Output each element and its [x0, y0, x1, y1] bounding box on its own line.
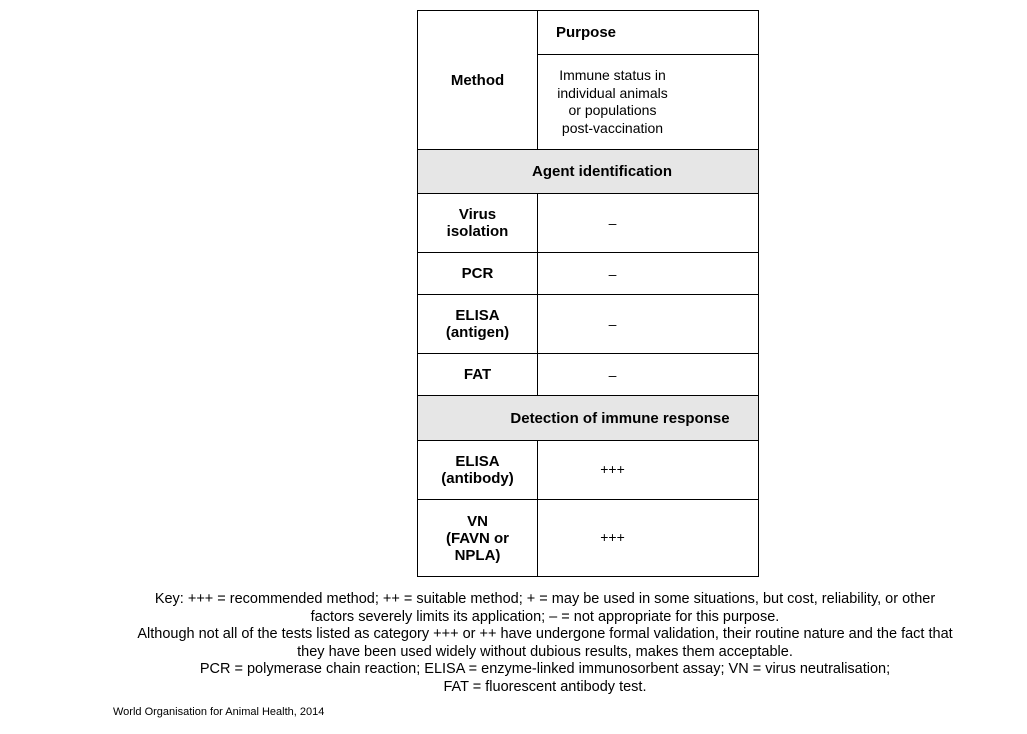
- rule: [758, 10, 759, 577]
- value-cell-elisa-antibody: +++: [600, 461, 625, 478]
- method-cell-virus-isolation: Virus isolation: [446, 206, 509, 240]
- key-line: Although not all of the tests listed as category +++ or ++ have undergone formal validation, their routine nature and the fact that: [137, 626, 953, 642]
- key-line: Key: +++ = recommended method; ++ = suitable method; + = may be used in some situations, but cost, reliability, or other: [154, 591, 936, 607]
- key-line: factors severely limits its application; – = not appropriate for this purpose.: [310, 608, 780, 625]
- key-line: FAT = fluorescent antibody test.: [443, 678, 647, 695]
- rule: [417, 576, 759, 577]
- method-cell-fat: FAT: [463, 366, 492, 383]
- method-cell-pcr: PCR: [461, 265, 494, 282]
- diagnostic-methods-table: [417, 10, 759, 577]
- method-cell-elisa-antibody: ELISA (antibody): [441, 453, 514, 487]
- value-cell-fat: –: [608, 366, 617, 383]
- method-cell-vn: VN (FAVN or NPLA): [445, 512, 510, 564]
- section-title-agent-identification: Agent identification: [532, 163, 672, 180]
- value-cell-elisa-antigen: –: [608, 316, 617, 332]
- method-cell-elisa-antigen: ELISA (antigen): [445, 307, 510, 341]
- method-header: Method: [450, 71, 505, 89]
- purpose-description: Immune status in individual animals or populations post-vaccination: [557, 67, 668, 136]
- value-cell-vn: +++: [600, 529, 625, 546]
- value-cell-pcr: –: [608, 265, 617, 282]
- key-line: PCR = polymerase chain reaction; ELISA = enzyme-linked immunosorbent assay; VN = virus neutralisation;: [199, 661, 891, 677]
- source-credit: World Organisation for Animal Health, 2014: [113, 706, 325, 718]
- table-key-notes: [100, 591, 990, 696]
- value-cell-virus-isolation: –: [608, 215, 617, 231]
- purpose-header: Purpose: [556, 24, 617, 41]
- key-line: they have been used widely without dubious results, makes them acceptable.: [297, 643, 793, 660]
- section-title-immune-response: Detection of immune response: [510, 409, 730, 427]
